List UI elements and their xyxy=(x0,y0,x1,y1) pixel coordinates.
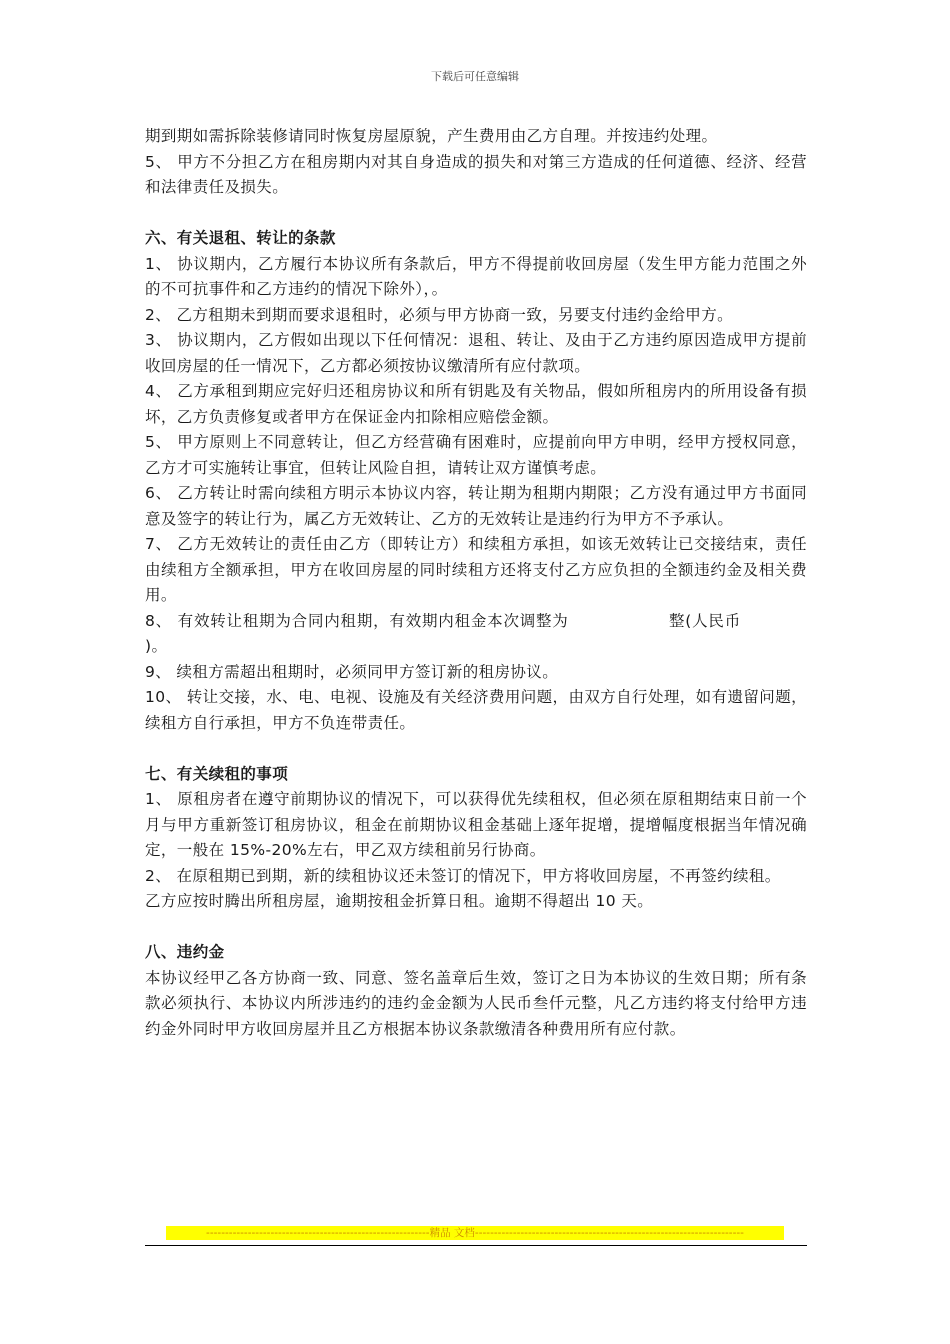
clause-7-2: 2、 在原租期已到期，新的续租协议还未签订的情况下，甲方将收回房屋，不再签约续租。 xyxy=(145,866,781,885)
clause-6-4: 4、 乙方承租到期应完好归还租房协议和所有钥匙及有关物品，假如所租房内的所用设备有损坏，乙方负责修复或者甲方在保证金内扣除相应赔偿金额。 xyxy=(145,382,807,426)
paragraph: 期到期如需拆除装修请同时恢复房屋原貌，产生费用由乙方自理。并按违约处理。 xyxy=(145,127,718,145)
clause-6-7: 7、 乙方无效转让的责任由乙方（即转让方）和续租方承担，如该无效转让已交接结束，责任由续租方全额承担，甲方在收回房屋的同时续租方还将支付乙方应负担的全额违约金及相关费用。 xyxy=(145,535,807,604)
footer-divider xyxy=(145,1245,807,1246)
page-header: 下载后可任意编辑 xyxy=(431,70,519,83)
section-heading-8: 八、违约金 xyxy=(145,943,225,961)
clause-6-1: 1、 协议期内，乙方履行本协议所有条款后，甲方不得提前收回房屋（发生甲方能力范围之外的不可抗事件和乙方违约的情况下除外），。 xyxy=(145,254,807,298)
clause-6-6: 6、 乙方转让时需向续租方明示本协议内容，转让期为租期内期限；乙方没有通过甲方书面同意及签字的转让行为，属乙方无效转让、乙方的无效转让是违约行为甲方不予承认。 xyxy=(145,484,807,528)
clause-6-8-text-a: 8、 有效转让租期为合同内租期，有效期内租金本次调整为 xyxy=(145,611,569,630)
clause-7-1: 1、 原租房者在遵守前期协议的情况下，可以获得优先续租权，但必须在原租期结束日前一个月与甲方重新签订租房协议，租金在前期协议租金基础上逐年捉增，提增幅度根据当年情况确定，一般在 15%-20%左右，甲乙双方续租前另行协商。 xyxy=(145,790,807,859)
clause-6-8 xyxy=(145,609,807,660)
section-heading-6: 六、有关退租、转让的条款 xyxy=(145,229,336,247)
clause-7-3: 乙方应按时腾出所租房屋，逾期按租金折算日租。逾期不得超出 10 天。 xyxy=(145,892,654,910)
clause-6-2: 2、 乙方租期未到期而要求退租时，必须与甲方协商一致，另要支付违约金给甲方。 xyxy=(145,305,733,324)
clause-6-10: 10、 转让交接，水、电、电视、设施及有关经济费用问题，由双方自行处理，如有遗留问题，续租方自行承担，甲方不负连带责任。 xyxy=(145,688,807,732)
clause-6-9: 9、 续租方需超出租期时，必须同甲方签订新的租房协议。 xyxy=(145,662,559,681)
clause-6-3: 3、 协议期内，乙方假如出现以下任何情况：退租、转让、及由于乙方违约原因造成甲方提前收回房屋的任一情况下，乙方都必须按协议缴清所有应付款项。 xyxy=(145,331,807,375)
clause-6-8-text-c: )。 xyxy=(145,637,168,655)
clause-6-8-text-b: 整(人民币 xyxy=(668,611,741,630)
document-body xyxy=(145,124,807,1042)
page-footer: -----------------------------------------------------------精品 文档----------------------------------------------------------------------- xyxy=(166,1226,784,1240)
section-heading-7: 七、有关续租的事项 xyxy=(145,764,289,783)
clause-8-1: 本协议经甲乙各方协商一致、同意、签名盖章后生效，签订之日为本协议的生效日期；所有条款必须执行、本协议内所涉违约的违约金金额为人民币叁仟元整，凡乙方违约将支付给甲方违约金外同时甲方收回房屋并且乙方根据本协议条款缴清各种费用所有应付款。 xyxy=(145,968,807,1038)
clause-5: 5、 甲方不分担乙方在租房期内对其自身造成的损失和对第三方造成的任何道德、经济、经营和法律责任及损失。 xyxy=(145,152,807,196)
clause-6-5: 5、 甲方原则上不同意转让，但乙方经营确有困难时，应提前向甲方申明，经甲方授权同意，乙方才可实施转让事宜，但转让风险自担，请转让双方谨慎考虑。 xyxy=(145,433,807,477)
